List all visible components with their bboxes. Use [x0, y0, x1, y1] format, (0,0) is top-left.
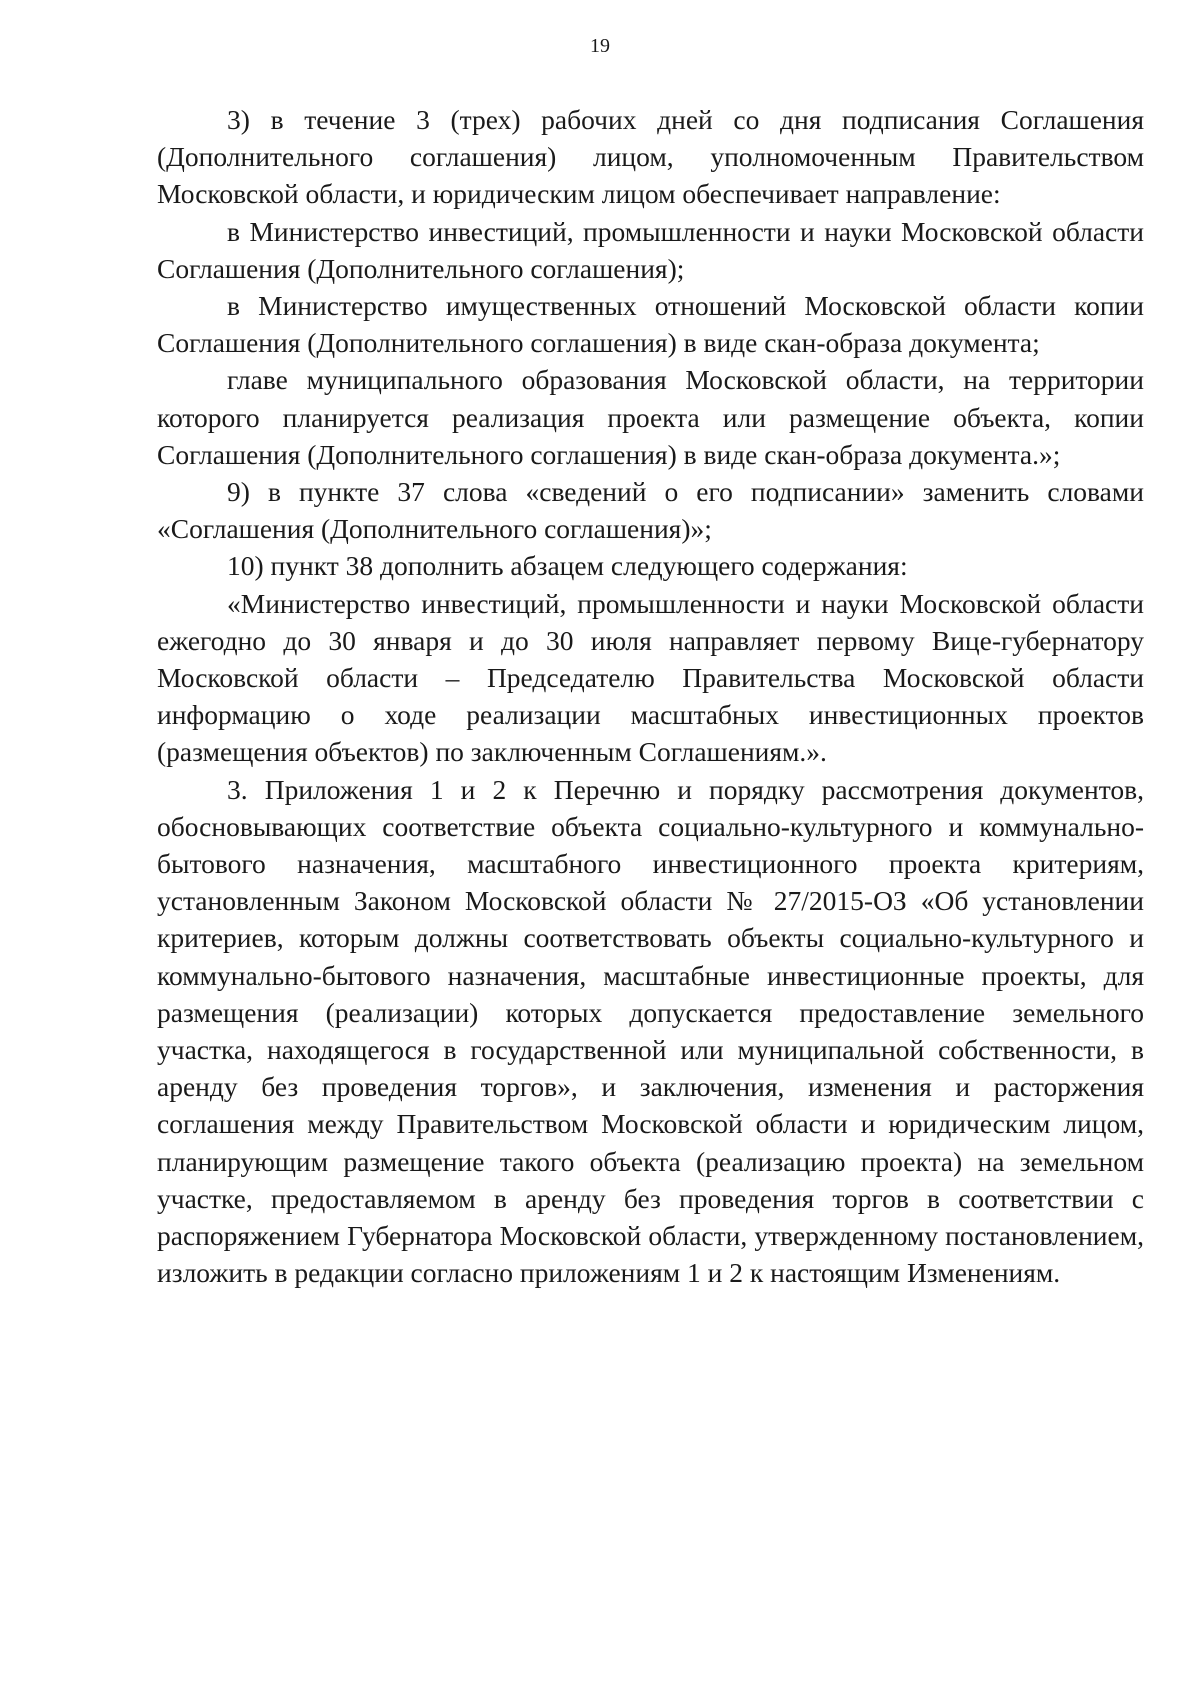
paragraph-section-3: 3. Приложения 1 и 2 к Перечню и порядку рассмотрения документов, обосновывающих соответствие объекта социально-культурного и коммунально-бытового назначения, масштабного инвестиционного проекта критериям, установленным Законом Московской области № 27/2015-ОЗ «Об установлении критериев, которым должны соответствовать объекты социально-культурного и коммунально-бытового назначения, масштабные инвестиционные проекты, для размещения (реализации) которых допускается предоставление земельного участка, находящегося в государственной или муниципальной собственности, в аренду без проведения торгов», и заключения, изменения и расторжения соглашения между Правительством Московской области и юридическим лицом, планирующим размещение такого объекта (реализацию проекта) на земельном участке, предоставляемом в аренду без проведения торгов в соответствии с распоряжением Губернатора Московской области, утвержденному постановлением, изложить в редакции согласно приложениям 1 и 2 к настоящим Изменениям.: [157, 773, 1144, 1289]
paragraph-item-3: 3) в течение 3 (трех) рабочих дней со дня подписания Соглашения (Дополнительного соглашения) лицом, уполномоченным Правительством Московской области, и юридическим лицом обеспечивает направление:: [157, 104, 1144, 210]
paragraph-item-10-text: «Министерство инвестиций, промышленности и науки Московской области ежегодно до 30 января и до 30 июля направляет первому Вице-губернатору Московской области – Председателю Правительства Московской области информацию о ходе реализации масштабных инвестиционных проектов (размещения объектов) по заключенным Соглашениям.».: [157, 587, 1144, 768]
paragraph-recipient-ministry-property: в Министерство имущественных отношений Московской области копии Соглашения (Дополнительного соглашения) в виде скан-образа документа;: [157, 290, 1144, 359]
paragraph-recipient-ministry-investments: в Министерство инвестиций, промышленности и науки Московской области Соглашения (Дополнительного соглашения);: [157, 215, 1144, 284]
paragraph-item-10: 10) пункт 38 дополнить абзацем следующего содержания:: [227, 550, 908, 582]
paragraph-recipient-municipal-head: главе муниципального образования Московской области, на территории которого планируется реализация проекта или размещение объекта, копии Соглашения (Дополнительного соглашения) в виде скан-образа документа.»;: [157, 364, 1144, 470]
document-body: [157, 101, 1144, 1292]
paragraph-item-9: 9) в пункте 37 слова «сведений о его подписании» заменить словами «Соглашения (Дополнительного соглашения)»;: [157, 476, 1144, 545]
page-number: 19: [590, 35, 610, 57]
